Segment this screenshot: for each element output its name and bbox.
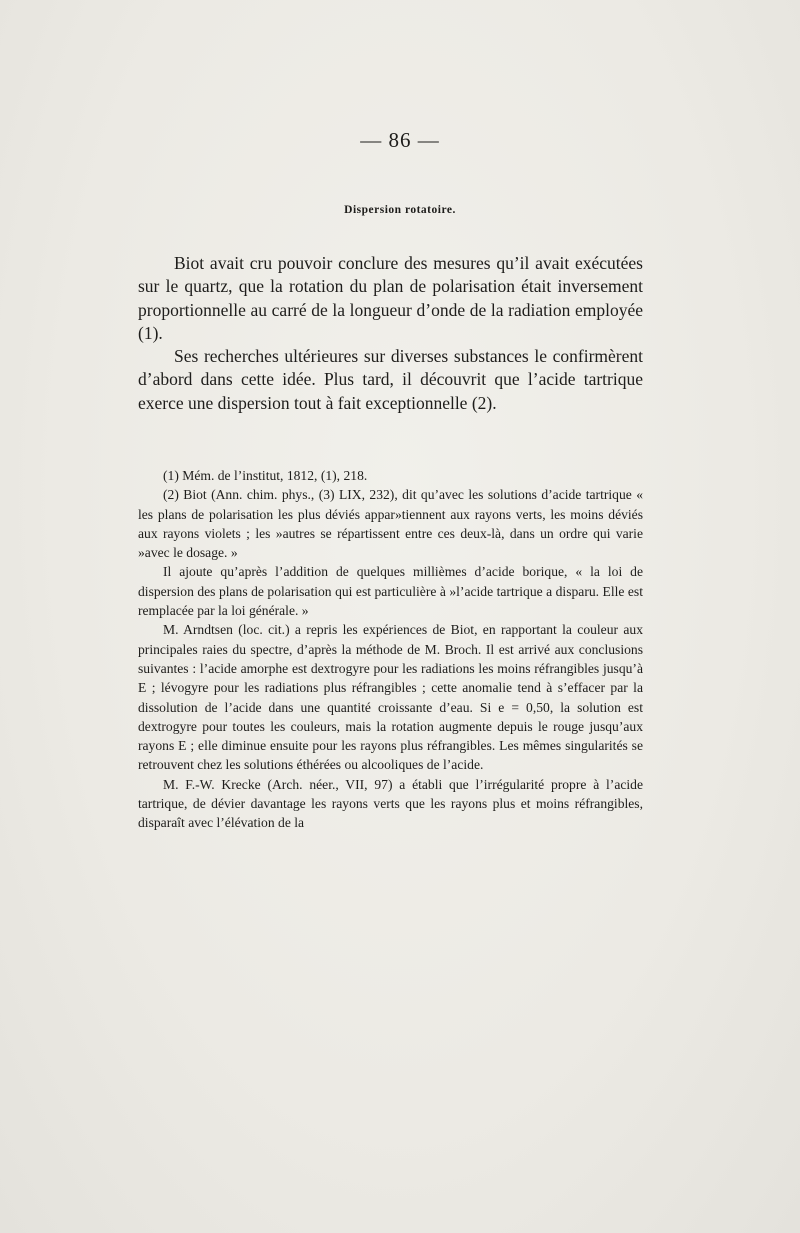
section-title: Dispersion rotatoire. bbox=[344, 204, 456, 216]
main-text bbox=[138, 252, 643, 415]
paragraph-2: Ses recherches ultérieures sur diverses substances le confirmèrent d’abord dans cette idée. Plus tard, il découvrit que l’acide tartrique exerce une dispersion tout à fait exceptionnelle (2). bbox=[138, 346, 643, 413]
footnote-arndtsen: M. Arndtsen (loc. cit.) a repris les expériences de Biot, en rapportant la couleur aux principales raies du spectre, d’après la méthode de M. Broch. Il est arrivé aux conclusions suivantes : l’acide amorphe est dextrogyre pour les radiations les moins réfrangibles jusqu’à E ; lévogyre pour les radiations plus réfrangibles ; cette anomalie tend à s’effacer par la dissolution de l’acide dans une quantité croissante d’eau. Si e = 0,50, la solution est dextrogyre pour toutes les couleurs, mais la rotation augmente depuis le rouge jusqu’aux rayons E ; elle diminue ensuite pour les rayons plus réfrangibles. Les mêmes singularités se retrouvent chez les solutions éthérées ou alcooliques de l’acide. bbox=[138, 622, 643, 773]
footnotes bbox=[138, 466, 643, 833]
footnote-2: (2) Biot (Ann. chim. phys., (3) LIX, 232), dit qu’avec les solutions d’acide tartrique « les plans de polarisation les plus déviés appar»tiennent aux rayons verts, les moins déviés aux rayons violets ; les »autres se répartissent entre ces deux-là, dans un ordre qui varie »avec le dosage. » bbox=[138, 487, 643, 561]
footnote-2-continued: Il ajoute qu’après l’addition de quelques millièmes d’acide borique, « la loi de dispersion des plans de polarisation qui est particulière à »l’acide tartrique a disparu. Elle est remplacée par la loi générale. » bbox=[138, 564, 643, 619]
paragraph-1: Biot avait cru pouvoir conclure des mesures qu’il avait exécutées sur le quartz, que la rotation du plan de polarisation était inversement proportionnelle au carré de la longueur d’onde de la radiation employée (1). bbox=[138, 253, 643, 343]
footnote-krecke: M. F.-W. Krecke (Arch. néer., VII, 97) a établi que l’irrégularité propre à l’acide tartrique, de dévier davantage les rayons verts que les rayons plus et moins réfrangibles, disparaît avec l’élévation de la bbox=[138, 776, 643, 831]
footnote-1: (1) Mém. de l’institut, 1812, (1), 218. bbox=[163, 468, 368, 483]
page-number: — 86 — bbox=[360, 128, 440, 152]
